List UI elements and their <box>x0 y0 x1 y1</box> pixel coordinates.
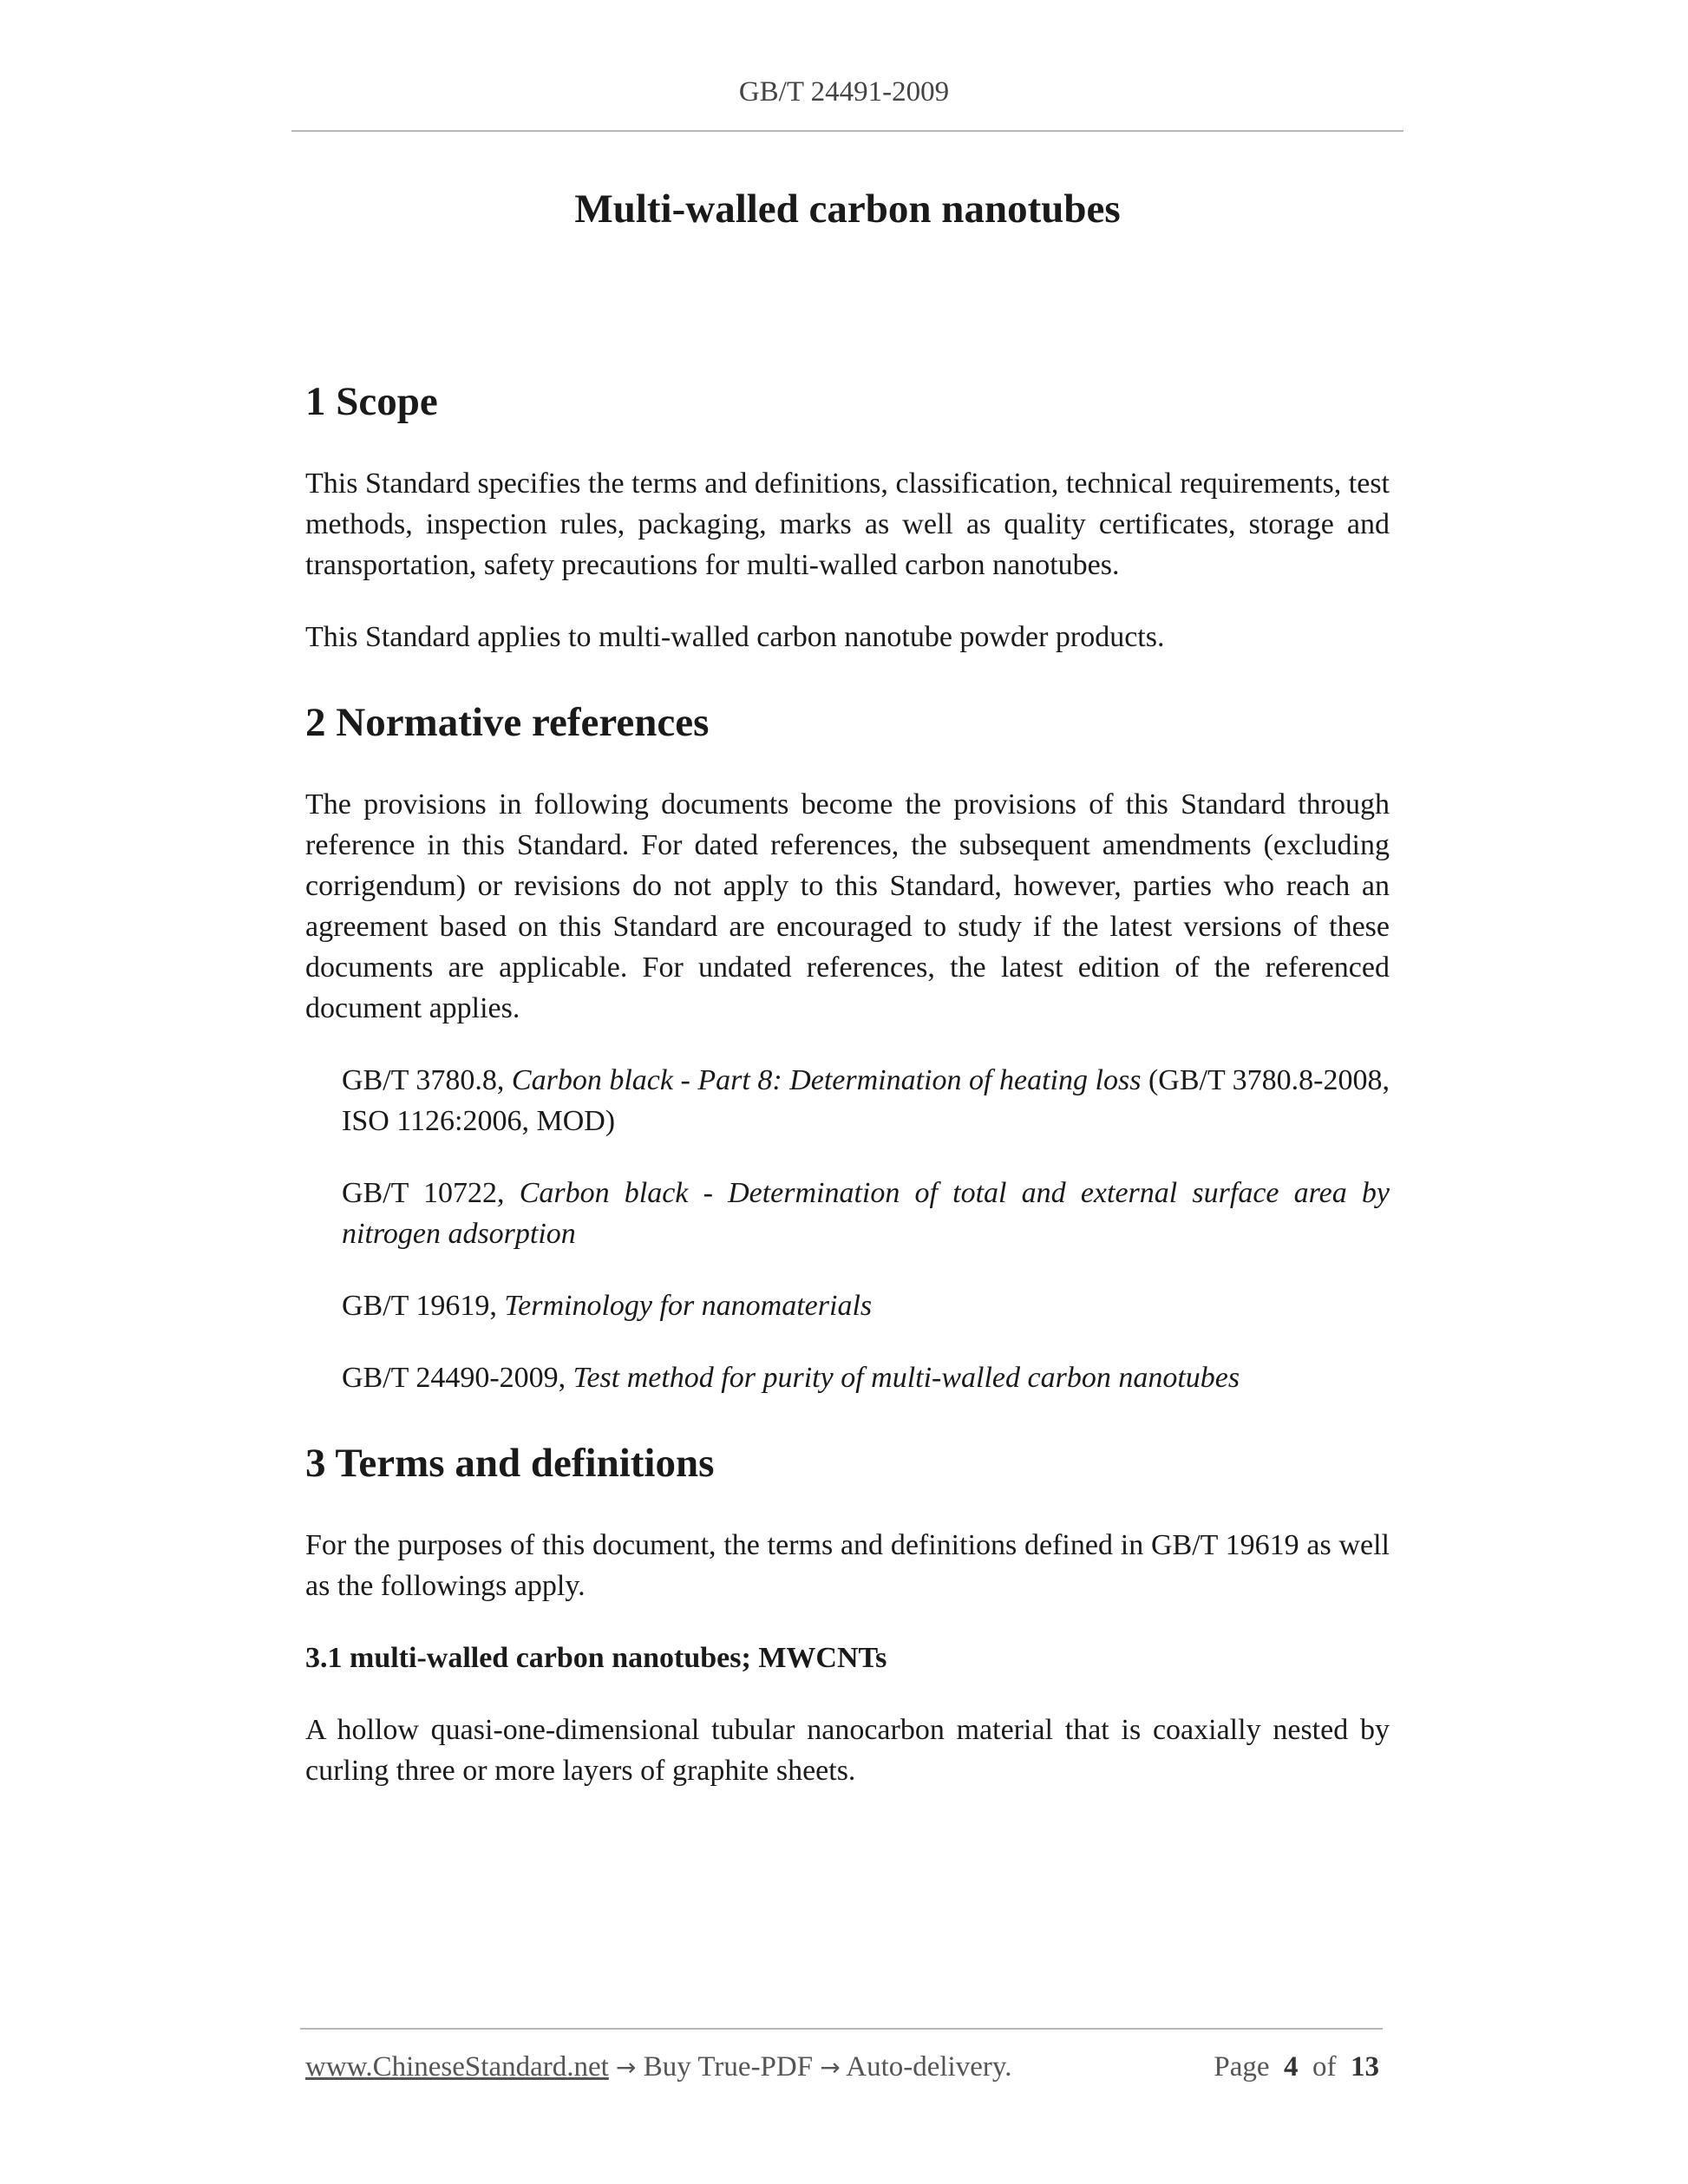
footer-links <box>305 2045 1011 2089</box>
page-number <box>1214 2045 1379 2089</box>
footer-rule <box>300 2028 1383 2030</box>
header-rule <box>291 130 1403 132</box>
page-current: 4 <box>1284 2051 1299 2083</box>
page-label: Page <box>1214 2051 1270 2083</box>
reference-list <box>305 1060 1390 1398</box>
term-heading-3-1: 3.1 multi-walled carbon nanotubes; MWCNTs <box>305 1642 887 1674</box>
arrow-right-icon: → <box>820 2053 841 2082</box>
buy-true-pdf-text: Buy True-PDF <box>643 2051 814 2083</box>
reference-code: GB/T 3780.8, <box>342 1064 512 1096</box>
document-title: Multi-walled carbon nanotubes <box>574 186 1121 232</box>
chinesestandard-link[interactable]: www.ChineseStandard.net <box>305 2051 609 2083</box>
reference-title: Carbon black - Part 8: Determination of heating loss <box>511 1064 1142 1096</box>
term-definition-3-1: A hollow quasi-one-dimensional tubular nanocarbon material that is coaxially nested by curling three or more layers of graphite sheets. <box>305 1714 1390 1787</box>
reference-title: Test method for purity of multi-walled carbon nanotubes <box>572 1362 1240 1394</box>
section-heading-terms-and-definitions: 3 Terms and definitions <box>305 1441 715 1486</box>
scope-paragraph-1: This Standard specifies the terms and definitions, classification, technical requirements, test methods, inspection rules, packaging, marks as well as quality certificates, storage and transportation, safety precautions for multi-walled carbon nanotubes. <box>305 468 1390 581</box>
reference-title: Terminology for nanomaterials <box>504 1290 873 1322</box>
running-header: GB/T 24491-2009 <box>738 76 950 108</box>
reference-item <box>342 1285 1390 1326</box>
page-content <box>305 180 1390 1791</box>
reference-title: Carbon black - Determination of total and external surface area by nitrogen adsorption <box>342 1177 1390 1250</box>
reference-item <box>342 1060 1390 1141</box>
scope-paragraph-2: This Standard applies to multi-walled carbon nanotube powder products. <box>305 621 1165 653</box>
section-heading-normative-references: 2 Normative references <box>305 700 710 745</box>
arrow-right-icon: → <box>616 2053 637 2082</box>
of-label: of <box>1312 2051 1337 2083</box>
page-total: 13 <box>1351 2051 1379 2083</box>
terms-intro-paragraph: For the purposes of this document, the terms and definitions defined in GB/T 19619 as well as the followings apply. <box>305 1529 1390 1602</box>
reference-code: GB/T 24490-2009, <box>342 1362 573 1394</box>
reference-item <box>342 1357 1390 1398</box>
reference-code: GB/T 19619, <box>342 1290 505 1322</box>
section-heading-scope: 1 Scope <box>305 379 438 424</box>
reference-code: GB/T 10722, <box>342 1177 520 1209</box>
auto-delivery-text: Auto-delivery. <box>846 2051 1012 2083</box>
reference-suffix: (GB/T 3780.8-2008, ISO 1126:2006, MOD) <box>342 1064 1390 1137</box>
normative-intro-paragraph: The provisions in following documents become the provisions of this Standard through reference in this Standard. For dated references, the subsequent amendments (excluding corrigendum) or revisions do not apply to this Standard, however, parties who reach an agreement based on this Standard are encouraged to study if the latest versions of these documents are applicable. For undated references, the latest edition of the referenced document applies. <box>305 788 1390 1024</box>
reference-item <box>342 1173 1390 1254</box>
